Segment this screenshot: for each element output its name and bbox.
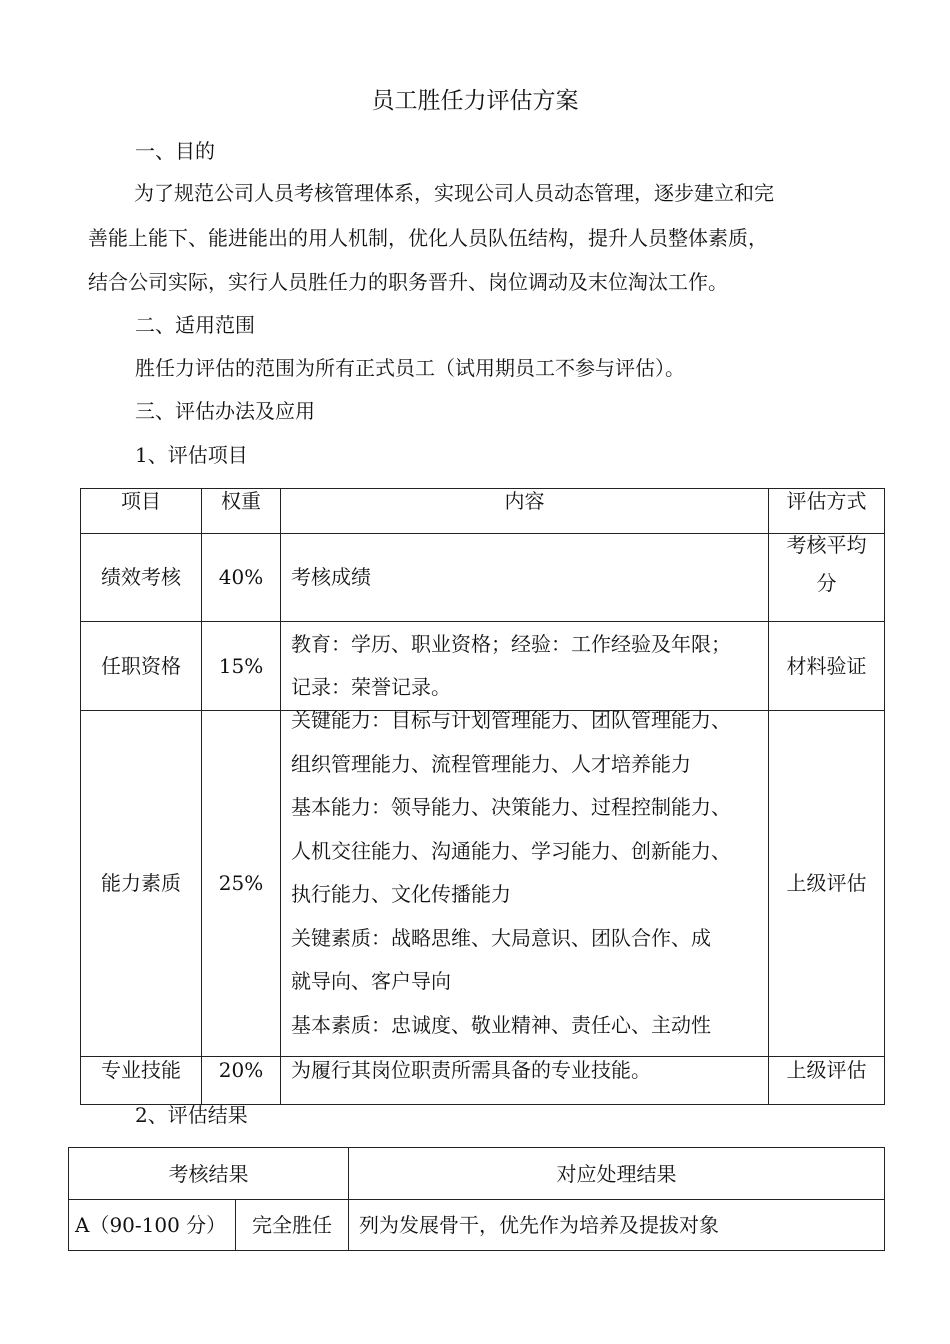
purpose-line-1: 为了规范公司人员考核管理体系，实现公司人员动态管理，逐步建立和完	[134, 181, 774, 205]
table-header-row	[69, 1148, 885, 1200]
table-header-row	[81, 489, 885, 534]
result-grade: 完全胜任	[236, 1200, 349, 1251]
table-row	[81, 1057, 885, 1105]
row-content	[281, 622, 769, 711]
row-method: 材料验证	[769, 622, 885, 711]
table-row	[81, 622, 885, 711]
content-line: 教育：学历、职业资格；经验：工作经验及年限；	[291, 631, 731, 656]
header-weight: 权重	[202, 489, 281, 534]
row-weight: 15%	[202, 622, 281, 711]
method-line: 分	[816, 571, 837, 595]
row-method: 上级评估	[769, 1057, 885, 1105]
content-line: 关键素质：战略思维、大局意识、团队合作、成	[291, 925, 711, 950]
purpose-line-3: 结合公司实际，实行人员胜任力的职务晋升、岗位调动及末位淘汰工作。	[88, 270, 728, 294]
row-weight: 40%	[202, 534, 281, 622]
header-content: 内容	[281, 489, 769, 534]
subheading-items: 1、评估项目	[135, 443, 248, 467]
content-line: 考核成绩	[291, 564, 371, 589]
section-heading-method: 三、评估办法及应用	[135, 399, 315, 423]
row-item: 任职资格	[81, 622, 202, 711]
content-line: 基本能力：领导能力、决策能力、过程控制能力、	[291, 795, 731, 819]
subheading-results: 2、评估结果	[135, 1103, 248, 1127]
result-action: 列为发展骨干，优先作为培养及提拔对象	[349, 1200, 885, 1251]
content-line: 关键能力：目标与计划管理能力、团队管理能力、	[291, 708, 731, 732]
header-method: 评估方式	[769, 489, 885, 534]
row-item: 能力素质	[81, 711, 202, 1057]
section-heading-purpose: 一、目的	[135, 139, 215, 163]
row-weight: 20%	[202, 1057, 281, 1105]
row-content	[281, 1057, 769, 1105]
method-line: 考核平均	[786, 533, 867, 557]
row-item: 绩效考核	[81, 534, 202, 622]
table-row	[69, 1200, 885, 1251]
row-content	[281, 534, 769, 622]
result-score: A（90-100 分）	[69, 1200, 236, 1251]
content-line: 为履行其岗位职责所需具备的专业技能。	[291, 1058, 651, 1082]
header-result: 考核结果	[69, 1148, 349, 1200]
section-heading-scope: 二、适用范围	[135, 313, 255, 337]
content-line: 基本素质：忠诚度、敬业精神、责任心、主动性	[291, 1012, 711, 1037]
scope-text: 胜任力评估的范围为所有正式员工（试用期员工不参与评估）。	[135, 356, 685, 380]
row-method	[769, 534, 885, 622]
content-line: 组织管理能力、流程管理能力、人才培养能力	[291, 751, 691, 776]
content-line: 记录：荣誉记录。	[291, 675, 451, 699]
table-row	[81, 711, 885, 1057]
table-row	[81, 534, 885, 622]
header-item: 项目	[81, 489, 202, 534]
purpose-line-2: 善能上能下、能进能出的用人机制，优化人员队伍结构，提升人员整体素质，	[88, 226, 768, 250]
header-action: 对应处理结果	[349, 1148, 885, 1200]
row-item: 专业技能	[81, 1057, 202, 1105]
evaluation-results-table	[68, 1147, 885, 1251]
evaluation-items-table	[80, 488, 885, 1105]
page-title: 员工胜任力评估方案	[371, 88, 579, 114]
content-line: 人机交往能力、沟通能力、学习能力、创新能力、	[291, 838, 731, 863]
row-method: 上级评估	[769, 711, 885, 1057]
row-content	[281, 708, 769, 1057]
row-weight: 25%	[202, 711, 281, 1057]
content-line: 执行能力、文化传播能力	[291, 882, 511, 906]
content-line: 就导向、客户导向	[291, 969, 451, 993]
